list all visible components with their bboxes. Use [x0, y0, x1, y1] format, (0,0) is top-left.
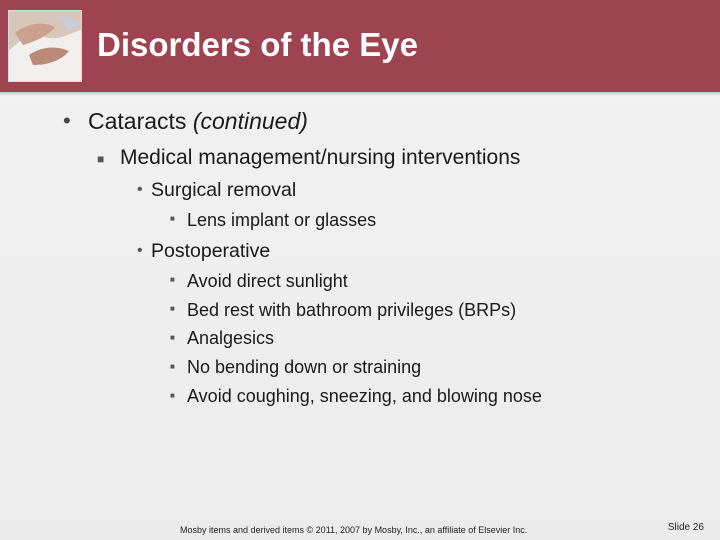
copyright-footer: Mosby items and derived items © 2011, 2007 by Mosby, Inc., an affiliate of Elsevier Inc. — [180, 525, 528, 535]
round-bullet-icon: • — [63, 108, 71, 133]
bullet-analgesics: Analgesics — [187, 328, 275, 348]
square-bullet-icon: ■ — [170, 333, 175, 342]
square-bullet-icon: ■ — [170, 275, 175, 284]
bullet-cataracts-text: Cataracts — [88, 108, 187, 134]
small-bullet-icon: • — [137, 242, 143, 259]
bullet-cataracts-suffix: (continued) — [192, 108, 308, 134]
square-bullet-icon: ■ — [170, 304, 175, 313]
bullet-avoid-coughing: Avoid coughing, sneezing, and blowing nose — [187, 386, 542, 406]
bullet-surgical-removal: Surgical removal — [151, 179, 297, 201]
bullet-medical-management: Medical management/nursing interventions — [120, 146, 521, 169]
square-bullet-icon: ■ — [170, 362, 175, 371]
hands-photo — [8, 10, 82, 82]
bullet-bed-rest: Bed rest with bathroom privileges (BRPs) — [187, 300, 517, 320]
bullet-cataracts — [88, 108, 308, 135]
square-bullet-icon: ■ — [170, 214, 175, 223]
bullet-avoid-sunlight: Avoid direct sunlight — [187, 271, 348, 291]
slide-number: Slide 26 — [667, 522, 704, 533]
slide-title: Disorders of the Eye — [97, 26, 418, 63]
bullet-lens-implant: Lens implant or glasses — [187, 210, 377, 230]
square-bullet-icon: ■ — [97, 152, 105, 166]
small-bullet-icon: • — [137, 181, 143, 198]
bullet-postoperative: Postoperative — [151, 240, 271, 262]
bullet-no-bending: No bending down or straining — [187, 357, 422, 377]
title-bar-shadow — [0, 92, 720, 96]
square-bullet-icon: ■ — [170, 391, 175, 400]
